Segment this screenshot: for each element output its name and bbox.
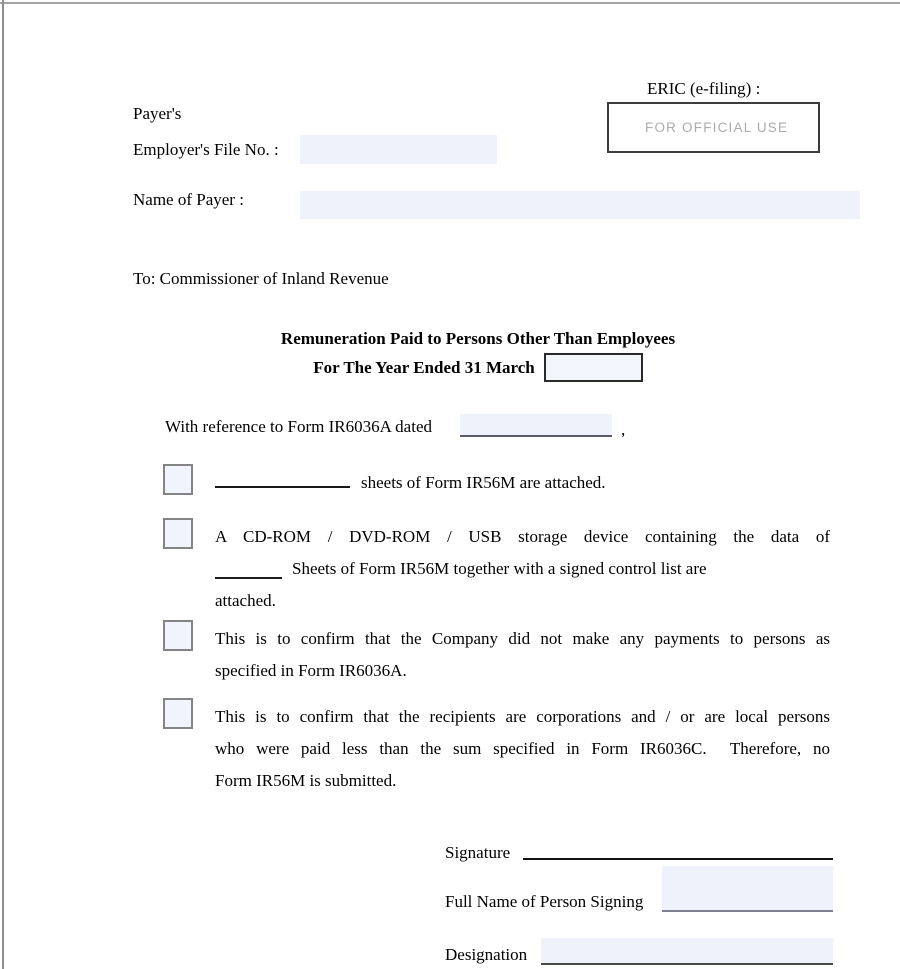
item2-line2-text: Sheets of Form IR56M together with a signed control list are bbox=[292, 559, 707, 578]
employers-file-no-label: Employer's File No. : bbox=[133, 140, 279, 159]
year-input[interactable] bbox=[544, 353, 643, 382]
form-title-line2-row bbox=[148, 352, 808, 383]
employers-file-no-input[interactable] bbox=[300, 135, 497, 164]
full-name-label: Full Name of Person Signing bbox=[445, 892, 644, 911]
page-top-edge bbox=[0, 2, 900, 4]
eric-efiling-label: ERIC (e-filing) : bbox=[647, 79, 761, 98]
checkbox-recipients-corporations[interactable] bbox=[163, 698, 193, 729]
signature-label: Signature bbox=[445, 843, 511, 862]
item3-paragraph bbox=[215, 623, 830, 687]
item4-line1: This is to confirm that the recipients are corporations and / or are local persons bbox=[215, 707, 830, 726]
official-use-box bbox=[607, 102, 820, 153]
item4-line3: Form IR56M is submitted. bbox=[215, 771, 397, 790]
page-left-edge bbox=[2, 0, 4, 969]
designation-input[interactable] bbox=[541, 938, 833, 965]
checkbox-no-payments[interactable] bbox=[163, 620, 193, 651]
checkbox-ir56m-sheets[interactable] bbox=[163, 464, 193, 495]
full-name-input[interactable] bbox=[662, 866, 833, 912]
signature-line bbox=[523, 858, 833, 860]
item2-line2 bbox=[215, 553, 830, 585]
official-use-text: FOR OFFICIAL USE bbox=[645, 120, 789, 135]
item4-paragraph bbox=[215, 701, 830, 797]
payers-label: Payer's bbox=[133, 104, 182, 123]
item4-line2: who were paid less than the sum specified in Form IR6036C. Therefore, no bbox=[215, 739, 830, 758]
item2-line3: attached. bbox=[215, 591, 276, 610]
item3-line1: This is to confirm that the Company did not make any payments to persons as bbox=[215, 629, 830, 648]
item1-text: sheets of Form IR56M are attached. bbox=[361, 473, 606, 492]
item2-line1: A CD-ROM / DVD-ROM / USB storage device containing the data of bbox=[215, 527, 830, 546]
item2-paragraph bbox=[215, 521, 830, 617]
reference-suffix: , bbox=[621, 420, 626, 439]
item3-line2: specified in Form IR6036A. bbox=[215, 661, 407, 680]
form-title-line2: For The Year Ended 31 March bbox=[313, 357, 535, 377]
form-title-line1: Remuneration Paid to Persons Other Than Employees bbox=[280, 329, 676, 348]
designation-label: Designation bbox=[445, 945, 528, 964]
reference-label: With reference to Form IR6036A dated bbox=[165, 417, 432, 436]
reference-date-input[interactable] bbox=[460, 414, 612, 437]
name-of-payer-input[interactable] bbox=[300, 191, 860, 219]
item1-row bbox=[215, 470, 606, 493]
to-commissioner-line: To: Commissioner of Inland Revenue bbox=[133, 269, 389, 288]
item2-blank-line bbox=[215, 561, 282, 579]
checkbox-storage-device[interactable] bbox=[163, 518, 193, 549]
name-of-payer-label: Name of Payer : bbox=[133, 190, 244, 209]
item1-blank-line bbox=[215, 470, 350, 488]
